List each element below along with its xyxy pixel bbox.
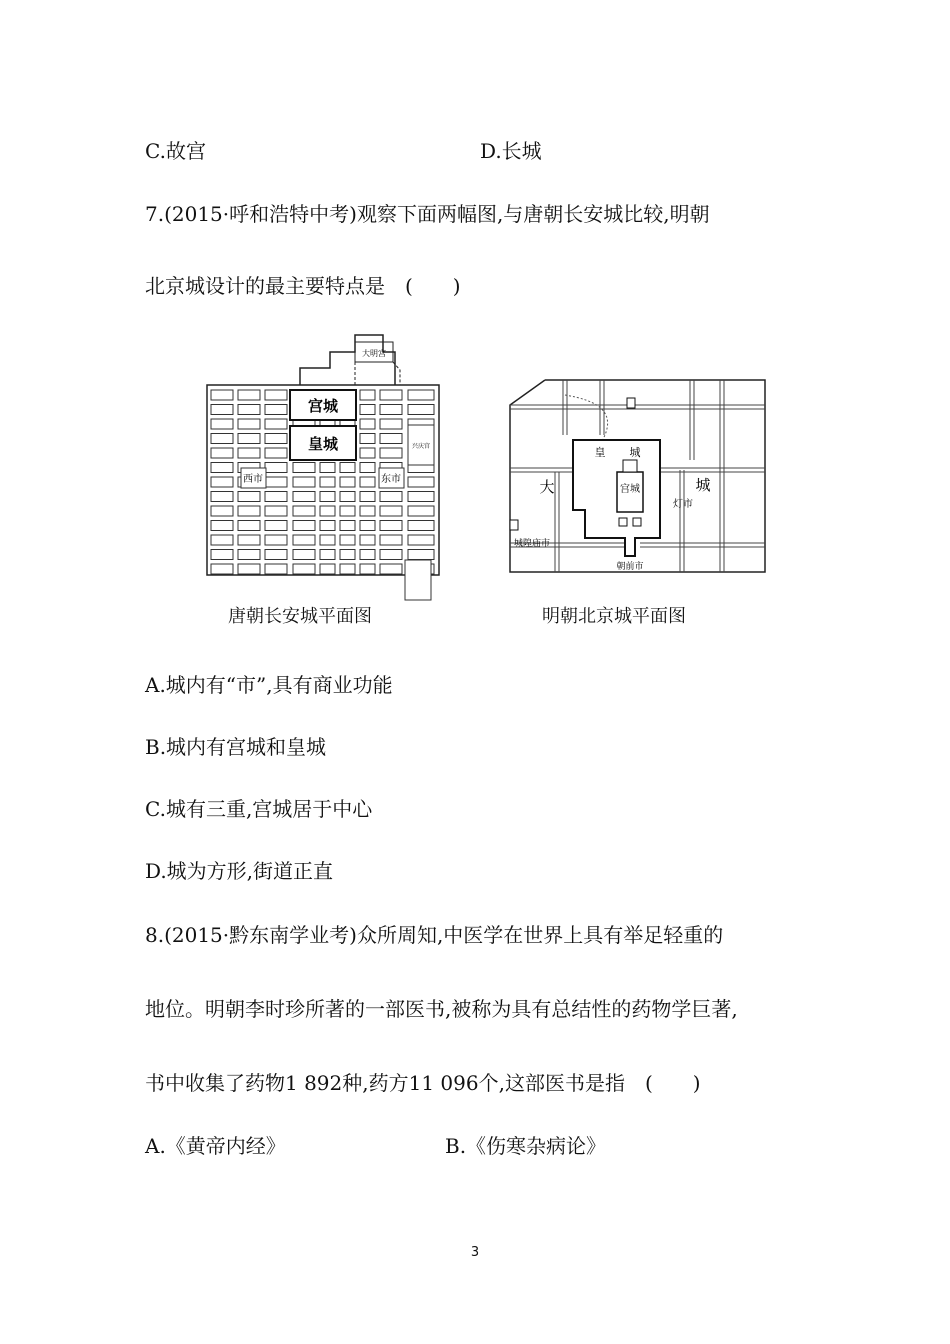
- fig2-caption: 明朝北京城平面图: [542, 606, 686, 627]
- west-market-label: 西市: [243, 474, 263, 485]
- q7-option-b: B.城内有宫城和皇城: [145, 735, 327, 759]
- ming-beijing-map: [505, 360, 775, 575]
- q7-stem-line2: 北京城设计的最主要特点是 ( ): [145, 274, 461, 298]
- daming-palace-label: 大明宫: [362, 349, 386, 358]
- lantern-market-label: 灯市: [673, 499, 693, 510]
- east-market-label: 东市: [381, 474, 401, 485]
- page-number: 3: [470, 1245, 480, 1260]
- q7-option-d: D.城为方形,街道正直: [145, 859, 334, 883]
- q8-stem-line2: 地位。明朝李时珍所著的一部医书,被称为具有总结性的药物学巨著,: [145, 997, 738, 1021]
- palace-city-label: 宫城: [307, 397, 339, 415]
- tang-changan-map: [205, 330, 445, 605]
- palace-city-label-beijing: 宫城: [620, 484, 640, 495]
- q8-option-b: B.《伤寒杂病论》: [445, 1134, 607, 1158]
- q6-option-c: C.故宫: [145, 139, 206, 163]
- q8-stem-line1: 8.(2015·黔东南学业考)众所周知,中医学在世界上具有举足轻重的: [145, 923, 724, 947]
- imperial-label-huang: 皇: [594, 446, 606, 459]
- q6-option-d: D.长城: [480, 139, 542, 163]
- q8-stem-line3: 书中收集了药物1 892种,药方11 096个,这部医书是指 ( ): [145, 1071, 701, 1095]
- imperial-city-label: 皇城: [307, 435, 339, 453]
- great-label-cheng: 城: [695, 476, 711, 494]
- q7-option-a: A.城内有“市”,具有商业功能: [145, 673, 393, 697]
- q7-option-c: C.城有三重,宫城居于中心: [145, 797, 373, 821]
- imperial-label-cheng: 城: [629, 446, 641, 459]
- q8-option-a: A.《黄帝内经》: [145, 1134, 286, 1158]
- xingqing-palace-label: 兴庆宫: [411, 443, 431, 450]
- fig1-caption: 唐朝长安城平面图: [228, 606, 372, 627]
- chenghuang-market-label: 城隍庙市: [513, 539, 551, 549]
- q7-stem-line1: 7.(2015·呼和浩特中考)观察下面两幅图,与唐朝长安城比较,明朝: [145, 202, 710, 226]
- great-label-da: 大: [539, 478, 555, 496]
- chaoqian-market-label: 朝前市: [616, 562, 644, 572]
